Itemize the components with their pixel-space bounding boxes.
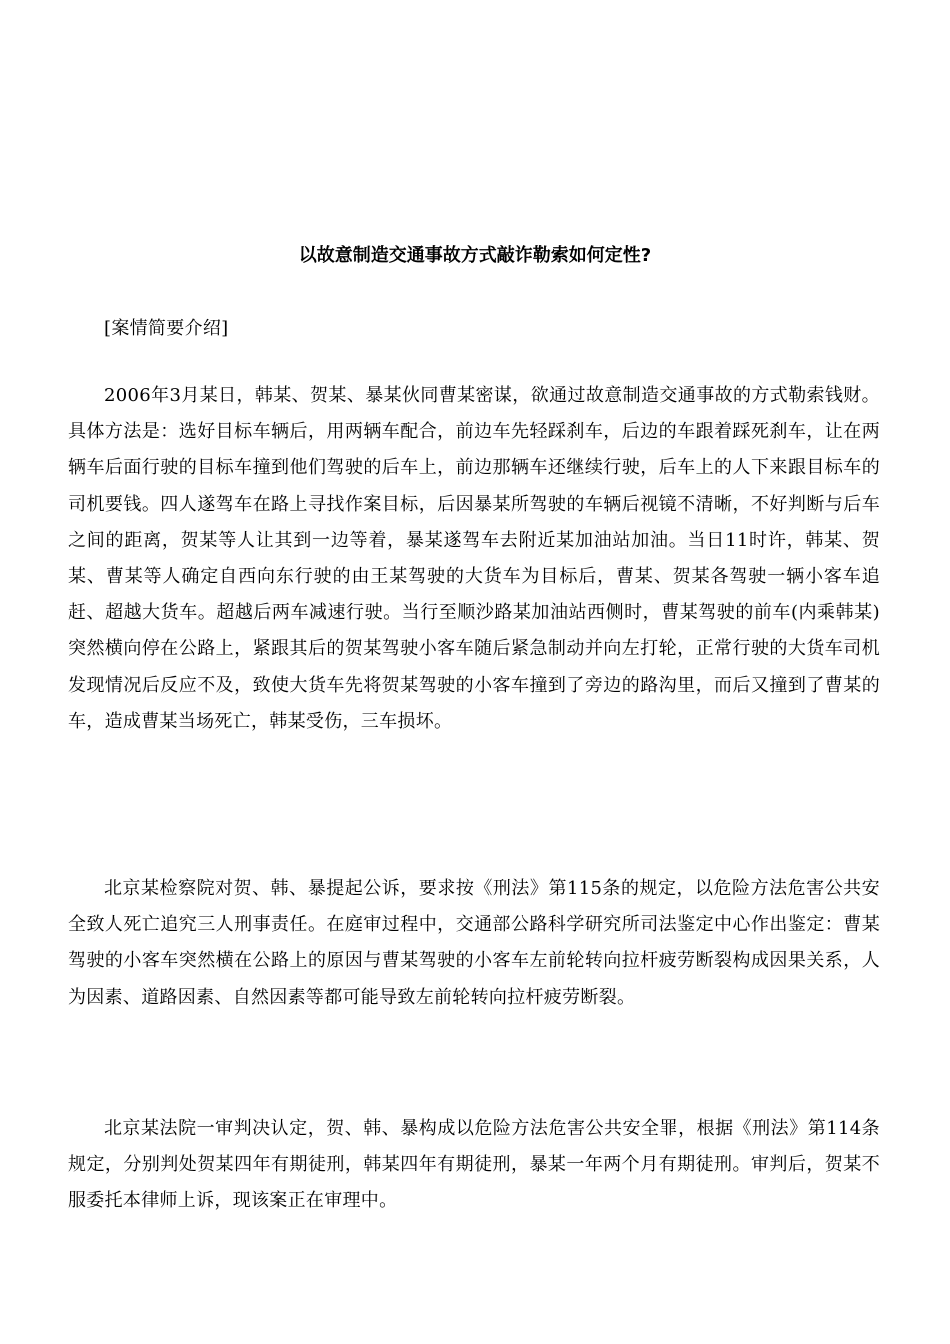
paragraph-prosecution: 北京某检察院对贺、韩、暴提起公诉，要求按《刑法》第115条的规定，以危险方法危害公共安全致人死亡追究三人刑事责任。在庭审过程中，交通部公路科学研究所司法鉴定中心作出鉴定：曹某驾驶的小客车突然横在公路上的原因与曹某驾驶的小客车左前轮转向拉杆疲劳断裂构成因果关系，人为因素、道路因素、自然因素等都可能导致左前轮转向拉杆疲劳断裂。 [68,878,880,1008]
paragraph-judgment: 北京某法院一审判决认定，贺、韩、暴构成以危险方法危害公共安全罪，根据《刑法》第114条规定，分别判处贺某四年有期徒刑，韩某四年有期徒刑，暴某一年两个月有期徒刑。审判后，贺某不服委托本律师上诉，现该案正在审理中。 [68,1118,880,1212]
document-title: 以故意制造交通事故方式敲诈勒索如何定性? [298,245,652,266]
paragraph-case-facts: 2006年3月某日，韩某、贺某、暴某伙同曹某密谋，欲通过故意制造交通事故的方式勒索钱财。具体方法是：选好目标车辆后，用两辆车配合，前边车先轻踩刹车，后边的车跟着踩死刹车，让在两辆车后面行驶的目标车撞到他们驾驶的后车上，前边那辆车还继续行驶，后车上的人下来跟目标车的司机要钱。四人遂驾车在路上寻找作案目标，后因暴某所驾驶的车辆后视镜不清晰，不好判断与后车之间的距离，贺某等人让其到一边等着，暴某遂驾车去附近某加油站加油。当日11时许，韩某、贺某、曹某等人确定自西向东行驶的由王某驾驶的大货车为目标后，曹某、贺某各驾驶一辆小客车追赶、超越大货车。超越后两车减速行驶。当行至顺沙路某加油站西侧时，曹某驾驶的前车(内乘韩某)突然横向停在公路上，紧跟其后的贺某驾驶小客车随后紧急制动并向左打轮，正常行驶的大货车司机发现情况后反应不及，致使大货车先将贺某驾驶的小客车撞到了旁边的路沟里，而后又撞到了曹某的车，造成曹某当场死亡，韩某受伤，三车损坏。 [68,385,880,732]
section-heading: [案情简要介绍] [104,318,229,339]
